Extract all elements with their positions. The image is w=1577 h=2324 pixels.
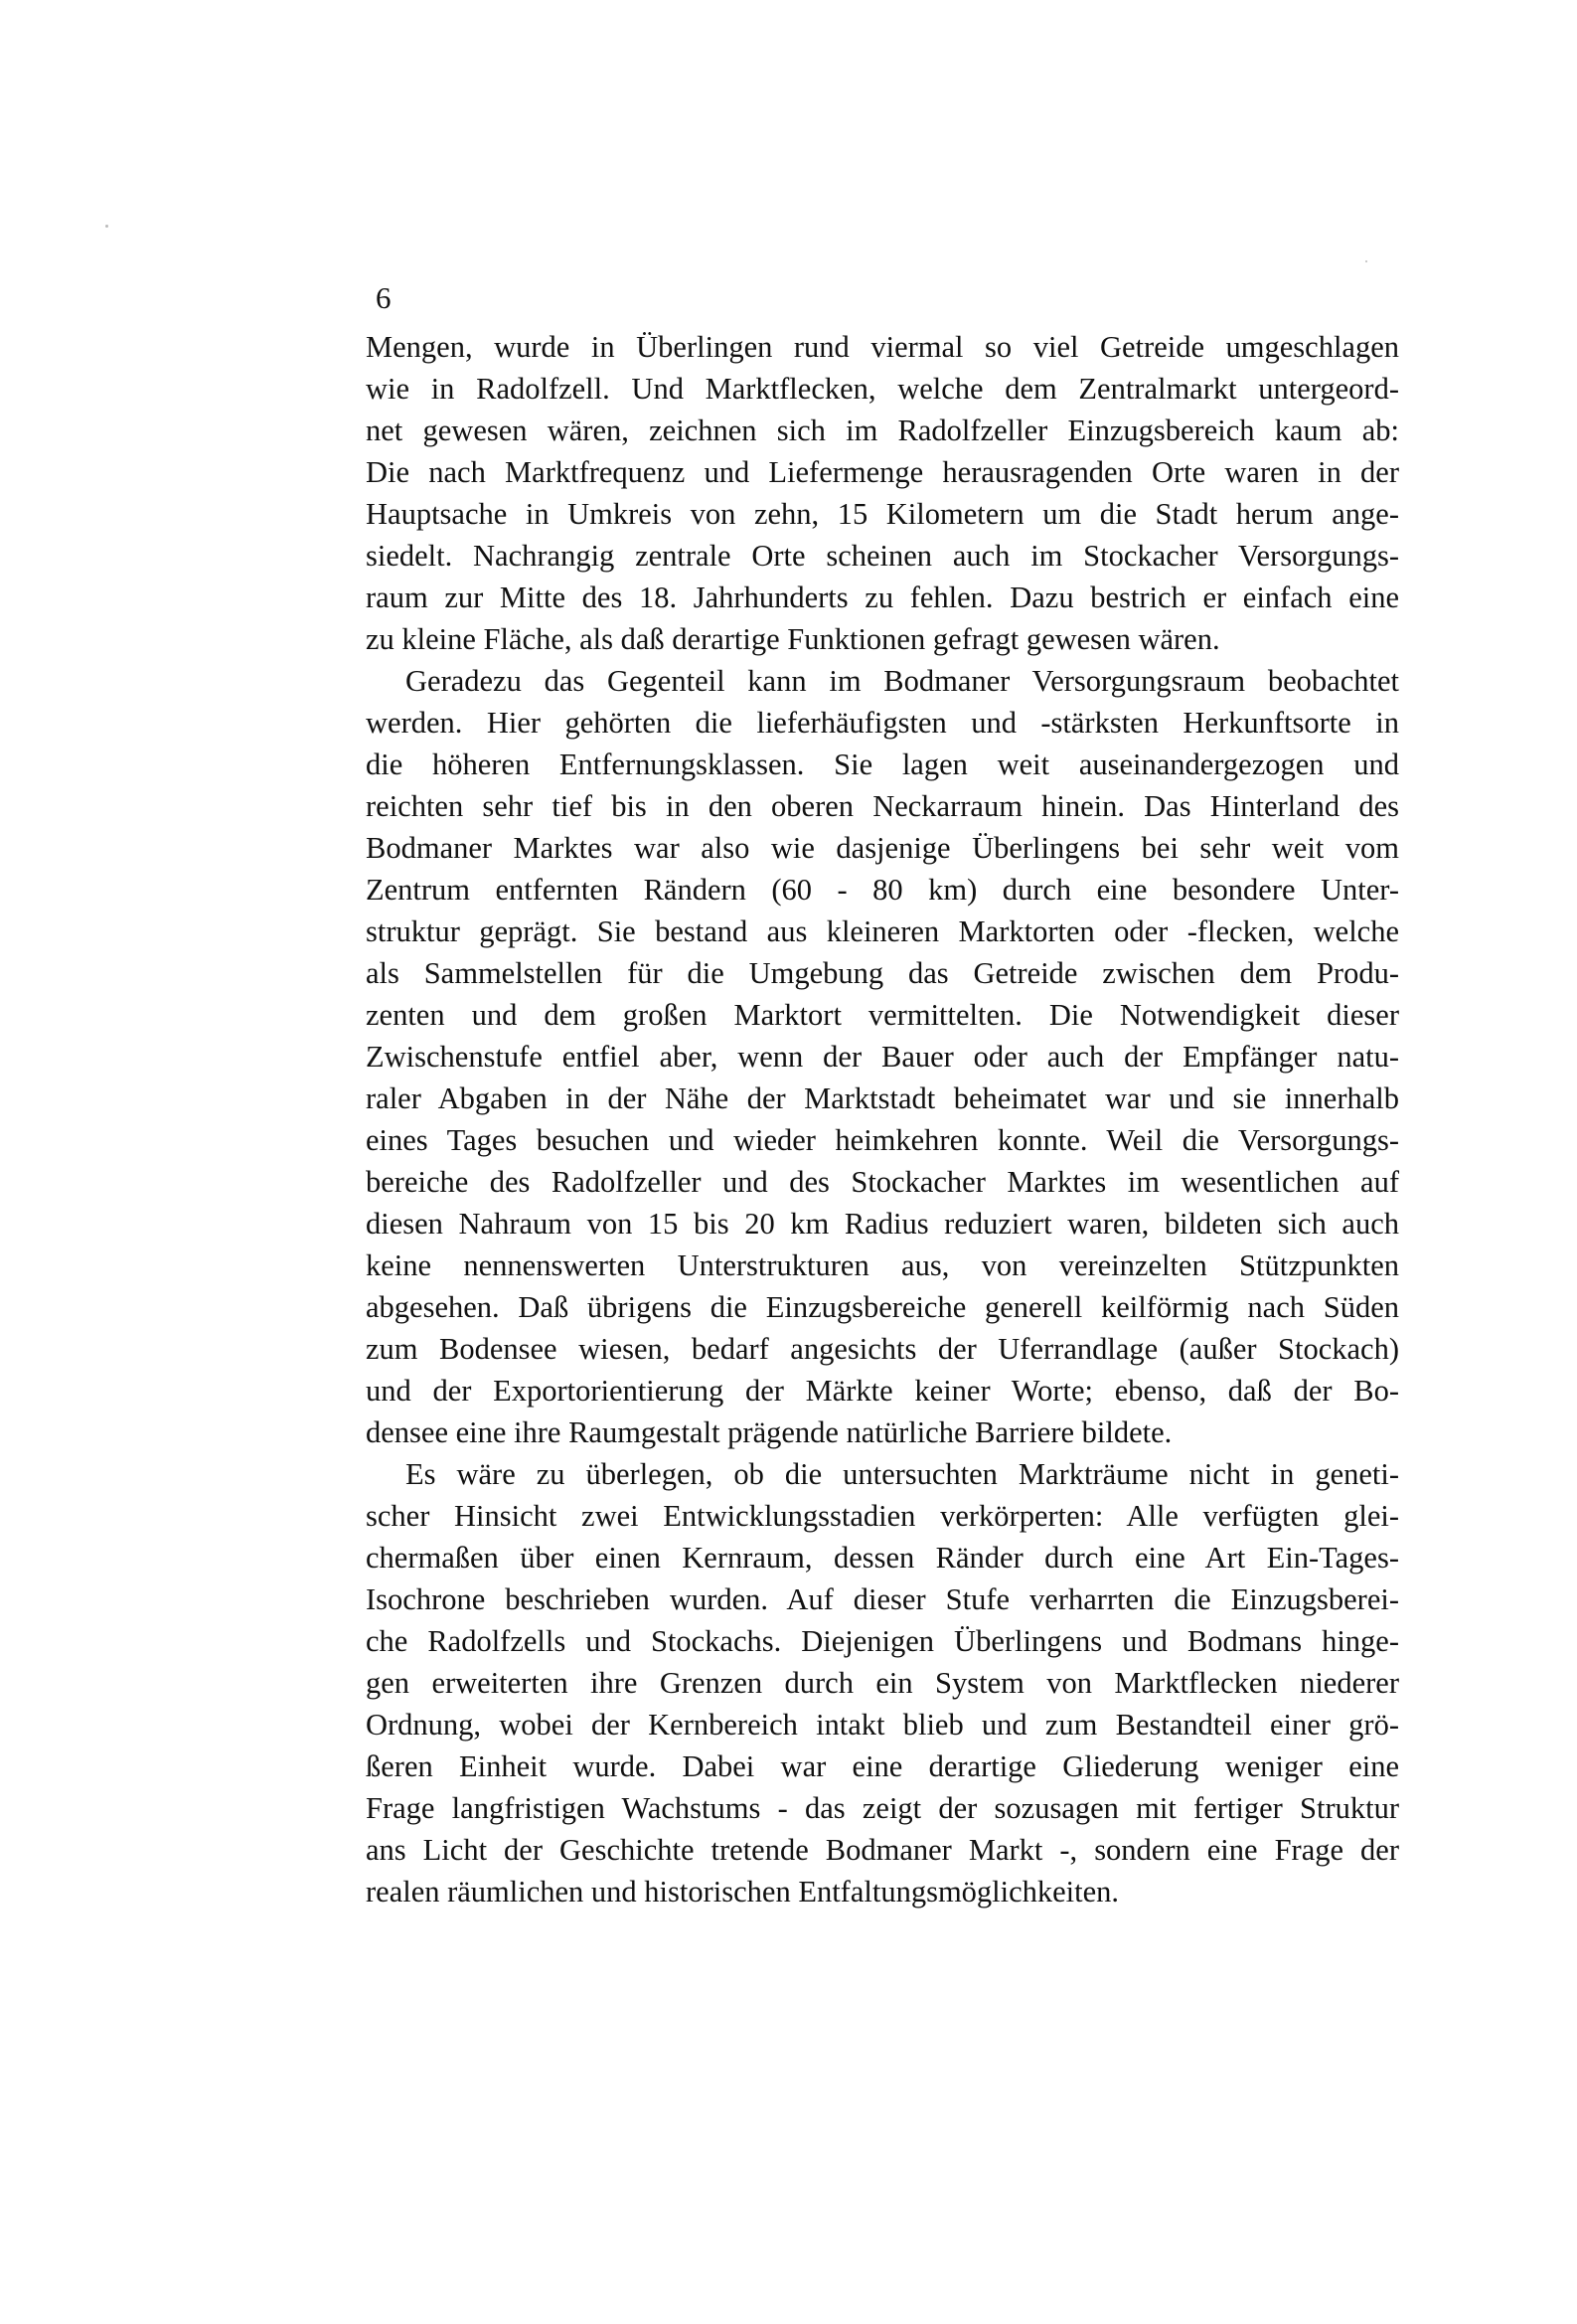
text-line: eines Tages besuchen und wieder heimkehren konnte. Weil die Versorgungs-	[366, 1123, 1399, 1157]
text-line: Zwischenstufe entfiel aber, wenn der Bauer oder auch der Empfänger natu-	[366, 1040, 1399, 1074]
text-line: raum zur Mitte des 18. Jahrhunderts zu fehlen. Dazu bestrich er einfach eine	[366, 581, 1399, 614]
text-line: als Sammelstellen für die Umgebung das Getreide zwischen dem Produ-	[366, 956, 1399, 990]
text-line: Es wäre zu überlegen, ob die untersuchten Markträume nicht in geneti-	[405, 1457, 1399, 1491]
text-line: net gewesen wären, zeichnen sich im Radolfzeller Einzugsbereich kaum ab:	[366, 414, 1399, 447]
text-line: ans Licht der Geschichte tretende Bodmaner Markt -, sondern eine Frage der	[366, 1833, 1399, 1867]
text-line: chermaßen über einen Kernraum, dessen Ränder durch eine Art Ein-Tages-	[366, 1541, 1399, 1575]
text-line: Frage langfristigen Wachstums - das zeigt der sozusagen mit fertiger Struktur	[366, 1791, 1399, 1825]
text-line: densee eine ihre Raumgestalt prägende natürliche Barriere bildete.	[366, 1415, 1173, 1449]
scan-speck	[105, 225, 108, 228]
text-line: bereiche des Radolfzeller und des Stockacher Marktes im wesentlichen auf	[366, 1165, 1399, 1199]
text-line: Isochrone beschrieben wurden. Auf dieser Stufe verharrten die Einzugsberei-	[366, 1582, 1399, 1616]
scan-speck	[1365, 260, 1367, 262]
text-line: diesen Nahraum von 15 bis 20 km Radius reduziert waren, bildeten sich auch	[366, 1207, 1399, 1241]
text-line: Geradezu das Gegenteil kann im Bodmaner Versorgungsraum beobachtet	[405, 664, 1399, 698]
page-number: 6	[376, 280, 392, 315]
text-line: Mengen, wurde in Überlingen rund viermal so viel Getreide umgeschlagen	[366, 330, 1399, 364]
text-line: Hauptsache in Umkreis von zehn, 15 Kilometern um die Stadt herum ange-	[366, 497, 1399, 531]
text-line: Zentrum entfernten Rändern (60 - 80 km) durch eine besondere Unter-	[366, 873, 1399, 907]
text-line: scher Hinsicht zwei Entwicklungsstadien verkörperten: Alle verfügten glei-	[366, 1499, 1399, 1533]
paragraph-3	[366, 1453, 1399, 1912]
text-line: wie in Radolfzell. Und Marktflecken, welche dem Zentralmarkt untergeord-	[366, 372, 1399, 406]
text-line: reichten sehr tief bis in den oberen Neckarraum hinein. Das Hinterland des	[366, 789, 1399, 823]
text-line: Die nach Marktfrequenz und Liefermenge herausragenden Orte waren in der	[366, 455, 1399, 489]
text-line: struktur geprägt. Sie bestand aus kleineren Marktorten oder -flecken, welche	[366, 914, 1399, 948]
text-line: abgesehen. Daß übrigens die Einzugsbereiche generell keilförmig nach Süden	[366, 1290, 1399, 1324]
text-line: gen erweiterten ihre Grenzen durch ein System von Marktflecken niederer	[366, 1666, 1399, 1700]
text-line: Ordnung, wobei der Kernbereich intakt blieb und zum Bestandteil einer grö-	[366, 1708, 1399, 1742]
text-line: che Radolfzells und Stockachs. Diejenigen Überlingens und Bodmans hinge-	[366, 1624, 1399, 1658]
body-text	[366, 326, 1399, 1912]
text-line: Bodmaner Marktes war also wie dasjenige Überlingens bei sehr weit vom	[366, 831, 1399, 865]
text-line: zenten und dem großen Marktort vermittelten. Die Notwendigkeit dieser	[366, 998, 1399, 1032]
text-line: siedelt. Nachrangig zentrale Orte scheinen auch im Stockacher Versorgungs-	[366, 539, 1399, 573]
text-line: zu kleine Fläche, als daß derartige Funktionen gefragt gewesen wären.	[366, 622, 1220, 656]
paragraph-2	[366, 660, 1399, 1453]
text-line: die höheren Entfernungsklassen. Sie lagen weit auseinandergezogen und	[366, 747, 1399, 781]
text-line: und der Exportorientierung der Märkte keiner Worte; ebenso, daß der Bo-	[366, 1374, 1399, 1408]
paragraph-1	[366, 326, 1399, 660]
text-line: raler Abgaben in der Nähe der Marktstadt beheimatet war und sie innerhalb	[366, 1081, 1399, 1115]
text-line: keine nennenswerten Unterstrukturen aus, von vereinzelten Stützpunkten	[366, 1248, 1399, 1282]
text-line: zum Bodensee wiesen, bedarf angesichts der Uferrandlage (außer Stockach)	[366, 1332, 1399, 1366]
text-line: werden. Hier gehörten die lieferhäufigsten und -stärksten Herkunftsorte in	[366, 706, 1399, 740]
text-line: ßeren Einheit wurde. Dabei war eine derartige Gliederung weniger eine	[366, 1749, 1399, 1783]
text-line: realen räumlichen und historischen Entfaltungsmöglichkeiten.	[366, 1875, 1120, 1909]
